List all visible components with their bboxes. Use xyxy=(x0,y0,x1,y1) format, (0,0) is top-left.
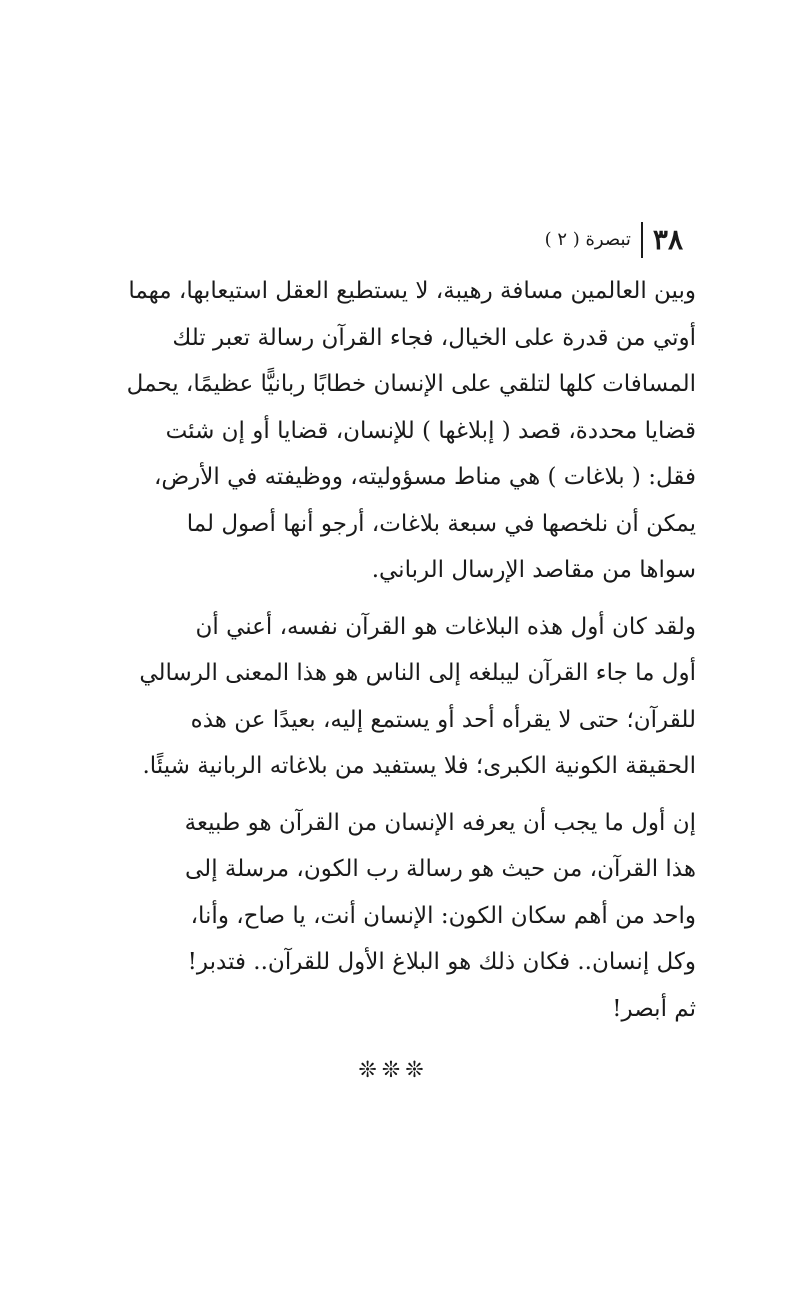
body-text xyxy=(96,268,696,1042)
header-divider-rule xyxy=(641,222,643,258)
paragraph-2: ولقد كان أول هذه البلاغات هو القرآن نفسه، أعني أن أول ما جاء القرآن ليبلغه إلى الناس هو هذا المعنى الرسالي للقرآن؛ حتى لا يقرأه أحد أو يستمع إليه، بعيدًا عن هذه الحقيقة الكونية الكبرى؛ فلا يستفيد من بلاغاته الربانية شيئًا. xyxy=(139,613,696,779)
section-divider: ❊❊❊ xyxy=(358,1058,429,1083)
paragraph-3: إن أول ما يجب أن يعرفه الإنسان من القرآن هو طبيعة هذا القرآن، من حيث هو رسالة رب الكون، مرسلة إلى واحد من أهم سكان الكون: الإنسان أنت، يا صاح، وأنا، وكل إنسان.. فكان ذلك هو البلاغ الأول للقرآن.. فتدبر! ثم أبصر! xyxy=(184,809,696,1022)
running-head xyxy=(545,222,683,258)
paragraph-1: وبين العالمين مسافة رهيبة، لا يستطيع العقل استيعابها، مهما أوتي من قدرة على الخيال، فجاء القرآن رسالة تعبر تلك المسافات كلها لتلقي على الإنسان خطابًا ربانيًّا عظيمًا، يحمل قضايا محددة، قصد ( إبلاغها ) للإنسان، قضايا أو إن شئت فقل: ( بلاغات ) هي مناط مسؤوليته، ووظيفته في الأرض، يمكن أن نلخصها في سبعة بلاغات، أرجو أنها أصول لما سواها من مقاصد الإرسال الرباني. xyxy=(126,278,696,583)
book-title: تبصرة ( ٢ ) xyxy=(544,229,631,250)
page-number: ٣٨ xyxy=(652,223,683,256)
